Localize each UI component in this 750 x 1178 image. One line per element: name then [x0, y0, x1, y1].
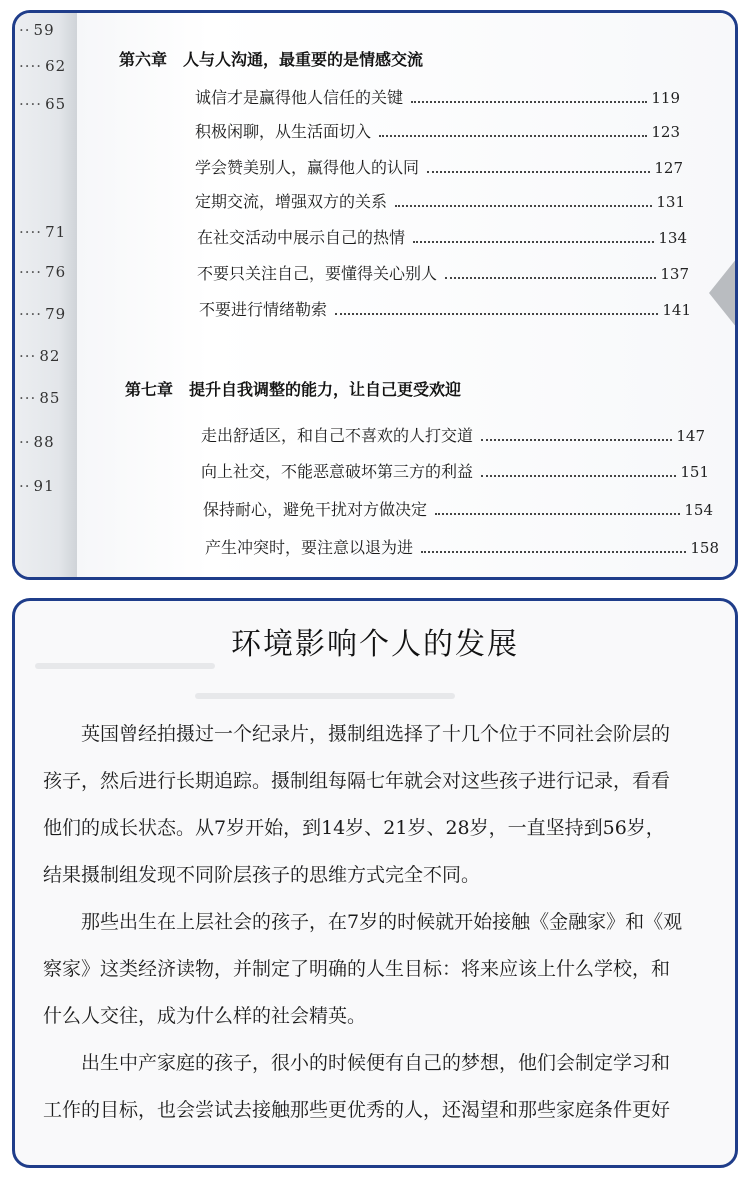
toc-entry: 向上社交，不能恶意破坏第三方的利益 151: [201, 462, 709, 481]
left-page-number: ···· 71: [19, 223, 67, 241]
left-page-number: ·· 91: [19, 477, 55, 495]
left-page-number: ···· 62: [19, 57, 67, 75]
left-page-number: ·· 59: [19, 21, 55, 39]
toc-page: [77, 13, 735, 577]
text-line: 孩子，然后进行长期追踪。摄制组每隔七年就会对这些孩子进行记录，看看: [43, 770, 671, 792]
text-line: 察家》这类经济读物，并制定了明确的人生目标：将来应该上什么学校，和: [43, 958, 671, 980]
left-page-number: ···· 65: [19, 95, 67, 113]
bleed-through-line: [35, 663, 215, 669]
toc-photo-panel: [12, 10, 738, 580]
left-page-number: ··· 85: [19, 389, 61, 407]
paragraph: [43, 711, 735, 899]
left-page-number: ··· 82: [19, 347, 61, 365]
text-line: 他们的成长状态。从7岁开始，到14岁、21岁、28岁，一直坚持到56岁，: [43, 817, 665, 839]
toc-entry: 在社交活动中展示自己的热情 134: [197, 228, 687, 247]
toc-entry: 学会赞美别人，赢得他人的认同 127: [195, 158, 683, 177]
left-page-edge: [15, 13, 78, 577]
toc-entry: 定期交流，增强双方的关系 131: [195, 192, 685, 211]
text-line: 英国曾经拍摄过一个纪录片，摄制组选择了十几个位于不同社会阶层的: [81, 723, 671, 745]
toc-entry: 产生冲突时，要注意以退为进 158: [205, 538, 719, 557]
bleed-through-line: [195, 693, 455, 699]
text-line: 工作的目标，也会尝试去接触那些更优秀的人，还渴望和那些家庭条件更好: [43, 1099, 671, 1121]
left-page-number: ·· 88: [19, 433, 55, 451]
paragraph: [43, 899, 735, 1040]
toc-entry: 不要进行情绪勒索 141: [199, 300, 691, 319]
toc-entry: 诚信才是赢得他人信任的关键 119: [195, 88, 680, 107]
page-fold-shadow: [709, 253, 738, 333]
text-line: 什么人交往，成为什么样的社会精英。: [43, 1005, 367, 1027]
paragraph: [43, 1040, 735, 1134]
text-line: 出生中产家庭的孩子，很小的时候便有自己的梦想，他们会制定学习和: [81, 1052, 671, 1074]
toc-entry: 不要只关注自己，要懂得关心别人 137: [197, 264, 689, 283]
text-line: 那些出生在上层社会的孩子，在7岁的时候就开始接触《金融家》和《观: [81, 911, 683, 933]
left-page-number: ···· 79: [19, 305, 67, 323]
left-page-number: ···· 76: [19, 263, 67, 281]
chapter-heading: 第六章 人与人沟通，最重要的是情感交流: [119, 50, 424, 69]
chapter-heading: 第七章 提升自我调整的能力，让自己更受欢迎: [125, 380, 462, 399]
section-heading: 环境影响个人的发展: [231, 627, 519, 662]
toc-entry: 走出舒适区，和自己不喜欢的人打交道 147: [201, 426, 705, 445]
toc-entry: 积极闲聊，从生活面切入 123: [195, 122, 680, 141]
text-line: 结果摄制组发现不同阶层孩子的思维方式完全不同。: [43, 864, 481, 886]
text-photo-panel: [12, 598, 738, 1168]
toc-entry: 保持耐心，避免干扰对方做决定 154: [203, 500, 713, 519]
